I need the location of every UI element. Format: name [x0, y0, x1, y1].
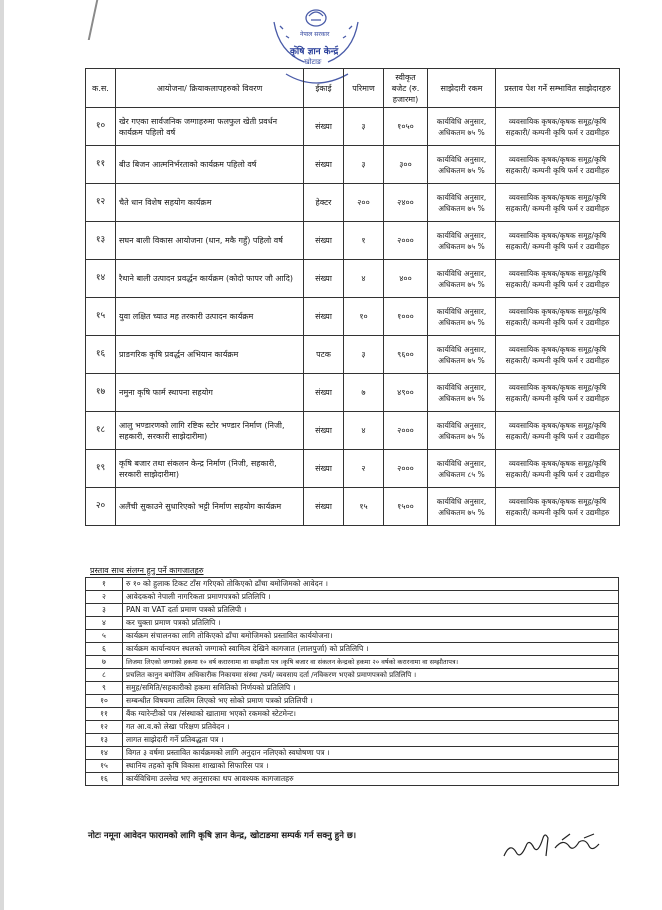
cell-qty: ४	[344, 412, 384, 450]
cell-unit: संख्या	[304, 412, 344, 450]
cell-qty: १५	[344, 488, 384, 526]
cell-program: सघन बाली विकास आयोजना (धान, मकै गहुँ) पहिलो वर्ष	[116, 222, 304, 260]
list-item	[86, 656, 619, 669]
doc-sn: ११	[86, 708, 123, 721]
cell-qty: १०	[344, 298, 384, 336]
cell-sn: १८	[86, 412, 116, 450]
cell-share: कार्यविधि अनुसार, अधिकतम ७५ %	[428, 336, 496, 374]
scan-edge	[0, 0, 4, 910]
cell-share: कार्यविधि अनुसार, अधिकतम ७५ %	[428, 298, 496, 336]
cell-unit: संख्या	[304, 108, 344, 146]
doc-sn: १३	[86, 734, 123, 747]
table-row	[86, 298, 620, 336]
list-item	[86, 708, 619, 721]
cell-program: अलैंची सुकाउने सुधारिएको भट्टी निर्माण सहयोग कार्यक्रम	[116, 488, 304, 526]
footer-note: नोटः नमूना आवेदन फारामको लागि कृषि ज्ञान केन्द्र, खोटाङमा सम्पर्क गर्न सक्नु हुने छ।	[88, 831, 357, 841]
header-unit: ईकाई	[304, 69, 344, 108]
cell-unit: संख्या	[304, 260, 344, 298]
cell-sn: १३	[86, 222, 116, 260]
table-row	[86, 222, 620, 260]
cell-budget: ३००	[384, 146, 428, 184]
table-row	[86, 146, 620, 184]
doc-sn: १२	[86, 721, 123, 734]
cell-share: कार्यविधि अनुसार, अधिकतम ७५ %	[428, 108, 496, 146]
cell-program: प्राङगरिक कृषि प्रवर्द्धन अभियान कार्यक्रम	[116, 336, 304, 374]
program-table	[85, 68, 620, 526]
table-row	[86, 184, 620, 222]
cell-share: कार्यविधि अनुसार, अधिकतम ७५ %	[428, 412, 496, 450]
table-row	[86, 488, 620, 526]
table-header-row	[86, 69, 620, 108]
cell-sn: ११	[86, 146, 116, 184]
list-item	[86, 604, 619, 617]
cell-share: कार्यविधि अनुसार, अधिकतम ७५ %	[428, 260, 496, 298]
cell-qty: २००	[344, 184, 384, 222]
table-row	[86, 336, 620, 374]
table-row	[86, 108, 620, 146]
signature	[500, 826, 610, 866]
cell-partners: व्यवसायिक कृषक/कृषक समूह/कृषि सहकारी/ कम्पनी कृषि फर्म र उद्यमीहरु	[496, 336, 620, 374]
cell-sn: १२	[86, 184, 116, 222]
cell-sn: १५	[86, 298, 116, 336]
documents-table	[85, 577, 619, 786]
list-item	[86, 734, 619, 747]
doc-sn: ८	[86, 669, 123, 682]
cell-unit: संख्या	[304, 298, 344, 336]
cell-partners: व्यवसायिक कृषक/कृषक समूह/कृषि सहकारी/ कम्पनी कृषि फर्म र उद्यमीहरु	[496, 146, 620, 184]
cell-budget: १०००	[384, 298, 428, 336]
list-item	[86, 695, 619, 708]
cell-budget: ४९००	[384, 374, 428, 412]
doc-text: बैंक ग्यारेन्टीको पत्र /संस्थाको खातामा भएको रकमको स्टेटमेन्ट।	[123, 708, 619, 721]
signature-scribble-icon	[500, 826, 610, 866]
doc-text: स्थानिय तहको कृषि विकास शाखाको सिफारिस पत्र ।	[123, 760, 619, 773]
header-sn: क.स.	[86, 69, 116, 108]
list-item	[86, 721, 619, 734]
cell-unit: संख्या	[304, 146, 344, 184]
table-row	[86, 374, 620, 412]
cell-program: रैथाने बाली उत्पादन प्रवर्द्धन कार्यक्रम (कोदो फापर जौ आदि)	[116, 260, 304, 298]
cell-budget: ४००	[384, 260, 428, 298]
list-item	[86, 643, 619, 656]
cell-budget: २०००	[384, 222, 428, 260]
cell-program: चैते धान विशेष सहयोग कार्यक्रम	[116, 184, 304, 222]
cell-program: नमुना कृषि फार्म स्थापना सहयोग	[116, 374, 304, 412]
doc-text: प्रचलित कानुन बमोजिम अधिकारीक निकायमा संस्था /फर्म/ व्यवसाय दर्ता /नविकरण भएको प्रमाणपत्रको प्रतिलिपि ।	[123, 669, 619, 682]
cell-sn: १६	[86, 336, 116, 374]
paper-fold-mark	[88, 0, 99, 40]
cell-sn: १४	[86, 260, 116, 298]
doc-sn: १६	[86, 773, 123, 786]
cell-sn: १०	[86, 108, 116, 146]
cell-budget: २०००	[384, 412, 428, 450]
doc-text: रु १० को हुलाक टिकट टाँस गरिएको तोकिएको ढाँचा बमोजिमको आवेदन ।	[123, 578, 619, 591]
doc-sn: ४	[86, 617, 123, 630]
doc-text: कार्यक्रम संचालनका लागि तोकिएको ढाँचा बमोजिमको प्रस्तावित कार्ययोजना।	[123, 630, 619, 643]
doc-text: लागत साझेदारी गर्ने प्रतिबद्धता पत्र ।	[123, 734, 619, 747]
cell-qty: १	[344, 222, 384, 260]
list-item	[86, 760, 619, 773]
cell-program: कृषि बजार तथा संकलन केन्द्र निर्माण (निजी, सहकारी, सरकारी साझेदारीमा)	[116, 450, 304, 488]
doc-text: कार्यक्रम कार्यान्वयन स्थलको जग्गाको स्वामित्व देखिने कागजात (लालपुर्जा) को प्रतिलिपि ।	[123, 643, 619, 656]
cell-partners: व्यवसायिक कृषक/कृषक समूह/कृषि सहकारी/ कम्पनी कृषि फर्म र उद्यमीहरु	[496, 260, 620, 298]
cell-sn: १७	[86, 374, 116, 412]
table-row	[86, 412, 620, 450]
doc-text: समुह/समिति/सहकारीको हकमा समितिको निर्णयको प्रतिलिपि ।	[123, 682, 619, 695]
doc-sn: १०	[86, 695, 123, 708]
doc-text: कार्यविधिमा उल्लेख भए अनुसारका थप आवश्यक कागजातहरु	[123, 773, 619, 786]
doc-sn: ५	[86, 630, 123, 643]
doc-sn: ९	[86, 682, 123, 695]
cell-unit: संख्या	[304, 488, 344, 526]
header-program: आयोजना/ क्रियाकलापहरुको विवरण	[116, 69, 304, 108]
cell-partners: व्यवसायिक कृषक/कृषक समूह/कृषि सहकारी/ कम्पनी कृषि फर्म र उद्यमीहरु	[496, 222, 620, 260]
cell-qty: ७	[344, 374, 384, 412]
cell-unit: संख्या	[304, 222, 344, 260]
cell-share: कार्यविधि अनुसार, अधिकतम ७५ %	[428, 488, 496, 526]
list-item	[86, 682, 619, 695]
cell-partners: व्यवसायिक कृषक/कृषक समूह/कृषि सहकारी/ कम्पनी कृषि फर्म र उद्यमीहरु	[496, 298, 620, 336]
cell-share: कार्यविधि अनुसार, अधिकतम ७५ %	[428, 146, 496, 184]
cell-qty: ३	[344, 108, 384, 146]
list-item	[86, 669, 619, 682]
docs-section-title: प्रस्ताव साथ संलग्न हुनु पर्ने कागजातहरु	[90, 566, 204, 575]
stamp-line-2: कृषि ज्ञान केन्द्र	[290, 47, 339, 57]
cell-partners: व्यवसायिक कृषक/कृषक समूह/कृषि सहकारी/ कम्पनी कृषि फर्म र उद्यमीहरु	[496, 488, 620, 526]
cell-share: कार्यविधि अनुसार, अधिकतम ७५ %	[428, 222, 496, 260]
table-row	[86, 450, 620, 488]
doc-text: PAN वा VAT दर्ता प्रमाण पत्रको प्रतिलिपी ।	[123, 604, 619, 617]
cell-qty: ३	[344, 336, 384, 374]
doc-sn: ३	[86, 604, 123, 617]
cell-partners: व्यवसायिक कृषक/कृषक समूह/कृषि सहकारी/ कम्पनी कृषि फर्म र उद्यमीहरु	[496, 108, 620, 146]
header-partners: प्रस्ताव पेश गर्ने सम्भावित साझेदारहरु	[496, 69, 620, 108]
stamp-line-3: खोटाङ	[304, 58, 322, 66]
cell-program: बीउ बिजन आत्मनिर्भरताको कार्यक्रम पहिलो वर्ष	[116, 146, 304, 184]
doc-text: आवेदकको नेपाली नागरिकता प्रमाणपत्रको प्रतिलिपि ।	[123, 591, 619, 604]
doc-text: कर चुक्ता प्रमाण पत्रको प्रतिलिपि ।	[123, 617, 619, 630]
cell-partners: व्यवसायिक कृषक/कृषक समूह/कृषि सहकारी/ कम्पनी कृषि फर्म र उद्यमीहरु	[496, 374, 620, 412]
cell-qty: ४	[344, 260, 384, 298]
cell-budget: १०५०	[384, 108, 428, 146]
cell-program: आलु भण्डारणको लागि रष्टिक स्टोर भण्डार निर्माण (निजी, सहकारी, सरकारी साझेदारीमा)	[116, 412, 304, 450]
doc-sn: १	[86, 578, 123, 591]
doc-sn: ७	[86, 656, 123, 669]
doc-text: सम्बन्धीत विषयमा तालिम लिएको भए सोको प्रमाण पत्रको प्रतिलिपी ।	[123, 695, 619, 708]
doc-sn: १५	[86, 760, 123, 773]
cell-budget: २०००	[384, 450, 428, 488]
cell-budget: १५००	[384, 488, 428, 526]
doc-text: लिजमा लिएको जग्गाको हकमा १० वर्ष करारनामा वा सम्झौता पत्र ।कृषि बजार वा संकलन केन्द्रको हकमा २० वर्षको करारनामा वा सम्झौतापत्र।	[123, 656, 619, 669]
doc-text: गत आ.व.को लेखा परिक्षण प्रतिवेदन ।	[123, 721, 619, 734]
list-item	[86, 578, 619, 591]
cell-program: खेर गएका सार्वजनिक जग्गाहरुमा फलफुल खेती प्रवर्धन कार्यक्रम पहिलो वर्ष	[116, 108, 304, 146]
table-row	[86, 260, 620, 298]
cell-qty: ३	[344, 146, 384, 184]
cell-partners: व्यवसायिक कृषक/कृषक समूह/कृषि सहकारी/ कम्पनी कृषि फर्म र उद्यमीहरु	[496, 412, 620, 450]
cell-partners: व्यवसायिक कृषक/कृषक समूह/कृषि सहकारी/ कम्पनी कृषि फर्म र उद्यमीहरु	[496, 450, 620, 488]
cell-sn: २०	[86, 488, 116, 526]
list-item	[86, 747, 619, 760]
doc-sn: १४	[86, 747, 123, 760]
header-qty: परिमाण	[344, 69, 384, 108]
cell-sn: १९	[86, 450, 116, 488]
cell-budget: ९६००	[384, 336, 428, 374]
doc-text: विगत ३ वर्षमा प्रस्तावित कार्यक्रमको लागि अनुदान नलिएको स्वघोषणा पत्र ।	[123, 747, 619, 760]
cell-unit: संख्या	[304, 374, 344, 412]
list-item	[86, 617, 619, 630]
header-budget: स्वीकृत बजेट (रु. हजारमा)	[384, 69, 428, 108]
doc-sn: ६	[86, 643, 123, 656]
cell-unit: संख्या	[304, 450, 344, 488]
stamp-line-1: नेपाल सरकार	[300, 31, 330, 38]
cell-share: कार्यविधि अनुसार, अधिकतम ७५ %	[428, 374, 496, 412]
cell-budget: २४००	[384, 184, 428, 222]
cell-share: कार्यविधि अनुसार, अधिकतम ७५ %	[428, 184, 496, 222]
list-item	[86, 773, 619, 786]
doc-sn: २	[86, 591, 123, 604]
cell-qty: २	[344, 450, 384, 488]
list-item	[86, 591, 619, 604]
cell-unit: हेक्टर	[304, 184, 344, 222]
cell-partners: व्यवसायिक कृषक/कृषक समूह/कृषि सहकारी/ कम्पनी कृषि फर्म र उद्यमीहरु	[496, 184, 620, 222]
cell-program: युवा लक्षित च्याउ मह तरकारी उत्पादन कार्यक्रम	[116, 298, 304, 336]
cell-share: कार्यविधि अनुसार, अधिकतम ८५ %	[428, 450, 496, 488]
cell-unit: पटक	[304, 336, 344, 374]
header-share: साझेदारी रकम	[428, 69, 496, 108]
list-item	[86, 630, 619, 643]
